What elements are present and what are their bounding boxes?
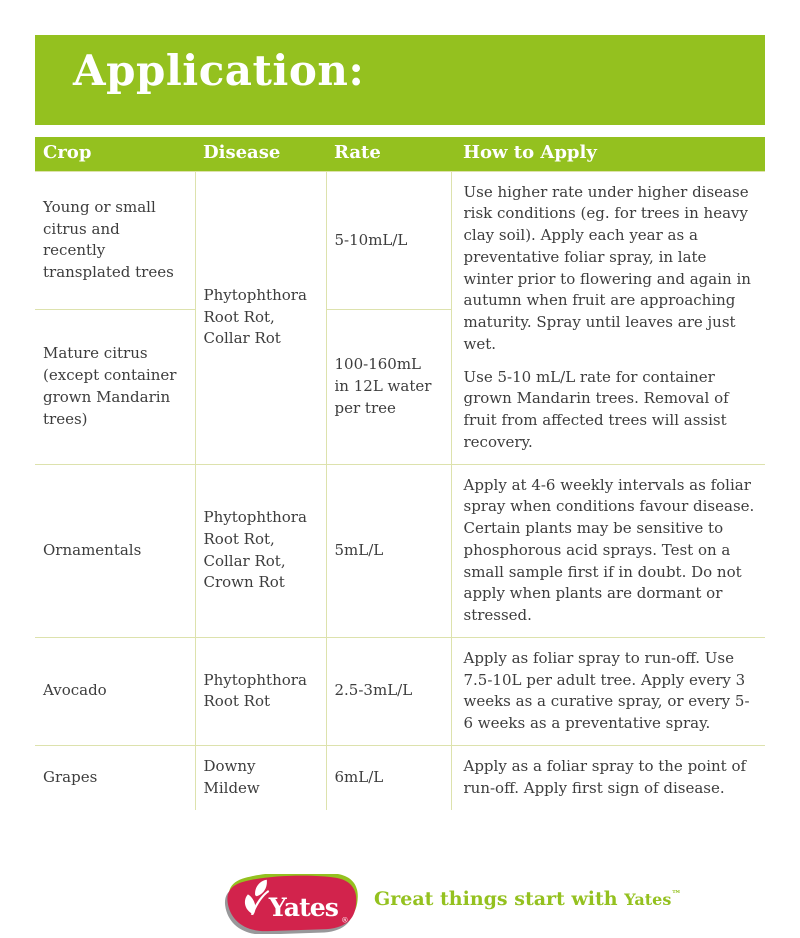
column-header-rate: Rate: [326, 137, 451, 171]
table-row: [35, 464, 765, 637]
yates-logo: [220, 874, 360, 934]
application-banner: [35, 35, 765, 125]
table-row: [35, 637, 765, 745]
logo-wordmark: Yates: [268, 892, 338, 923]
table-row: [35, 171, 765, 310]
logo-registered-mark: ®: [341, 915, 349, 925]
footer: [220, 874, 800, 934]
column-header-disease: Disease: [195, 137, 326, 171]
page-title: Application:: [73, 46, 365, 95]
rate-cell: 6mL/L: [326, 745, 451, 810]
rate-cell: 2.5-3mL/L: [326, 637, 451, 745]
crop-cell: Grapes: [35, 745, 195, 810]
disease-cell: Phytophthora Root Rot: [195, 637, 326, 745]
disease-cell: Phytophthora Root Rot, Collar Rot, Crown Rot: [195, 464, 326, 637]
how-to-apply-cell: [451, 637, 765, 745]
how-to-apply-paragraph: Apply at 4-6 weekly intervals as foliar spray when conditions favour disease. Certain plants may be sensitive to phosphorous acid sprays. Test on a small sample first if in doubt. Do not apply when plants are dormant or stressed.: [463, 475, 755, 624]
how-to-apply-cell: [451, 464, 765, 637]
disease-cell: Phytophthora Root Rot, Collar Rot: [195, 171, 326, 464]
table-row: [35, 745, 765, 810]
crop-cell: Avocado: [35, 637, 195, 745]
how-to-apply-paragraph: Use 5-10 mL/L rate for container grown Mandarin trees. Removal of fruit from affected trees will assist recovery.: [463, 367, 729, 451]
disease-cell: Downy Mildew: [195, 745, 326, 810]
page: [0, 35, 800, 934]
rate-cell: 5mL/L: [326, 464, 451, 637]
how-to-apply-paragraph: Use higher rate under higher disease risk conditions (eg. for trees in heavy clay soil). Apply each year as a preventative foliar spray, in late winter prior to flowering and again in autumn when fruit are approaching maturity. Spray until leaves are just wet.: [463, 182, 751, 353]
column-header-how-to-apply: How to Apply: [451, 137, 765, 171]
brand-tagline: [374, 888, 681, 910]
crop-cell: Young or small citrus and recently transplated trees: [35, 171, 195, 310]
table-header-row: [35, 137, 765, 171]
tagline-text: Great things start with: [374, 888, 618, 911]
rate-cell: 100-160mL in 12L water per tree: [326, 310, 451, 464]
how-to-apply-cell: [451, 171, 765, 464]
application-table: [35, 137, 765, 810]
tagline-brand-name: Yates: [624, 890, 672, 910]
crop-cell: Ornamentals: [35, 464, 195, 637]
rate-cell: 5-10mL/L: [326, 171, 451, 310]
how-to-apply-paragraph: Apply as a foliar spray to the point of run-off. Apply first sign of disease.: [463, 757, 747, 797]
trademark-symbol: ™: [671, 889, 682, 901]
how-to-apply-cell: [451, 745, 765, 810]
column-header-crop: Crop: [35, 137, 195, 171]
crop-cell: Mature citrus (except container grown Mandarin trees): [35, 310, 195, 464]
how-to-apply-paragraph: Apply as foliar spray to run-off. Use 7.5-10L per adult tree. Apply every 3 weeks as a curative spray, or every 5-6 weeks as a preventative spray.: [463, 648, 750, 732]
